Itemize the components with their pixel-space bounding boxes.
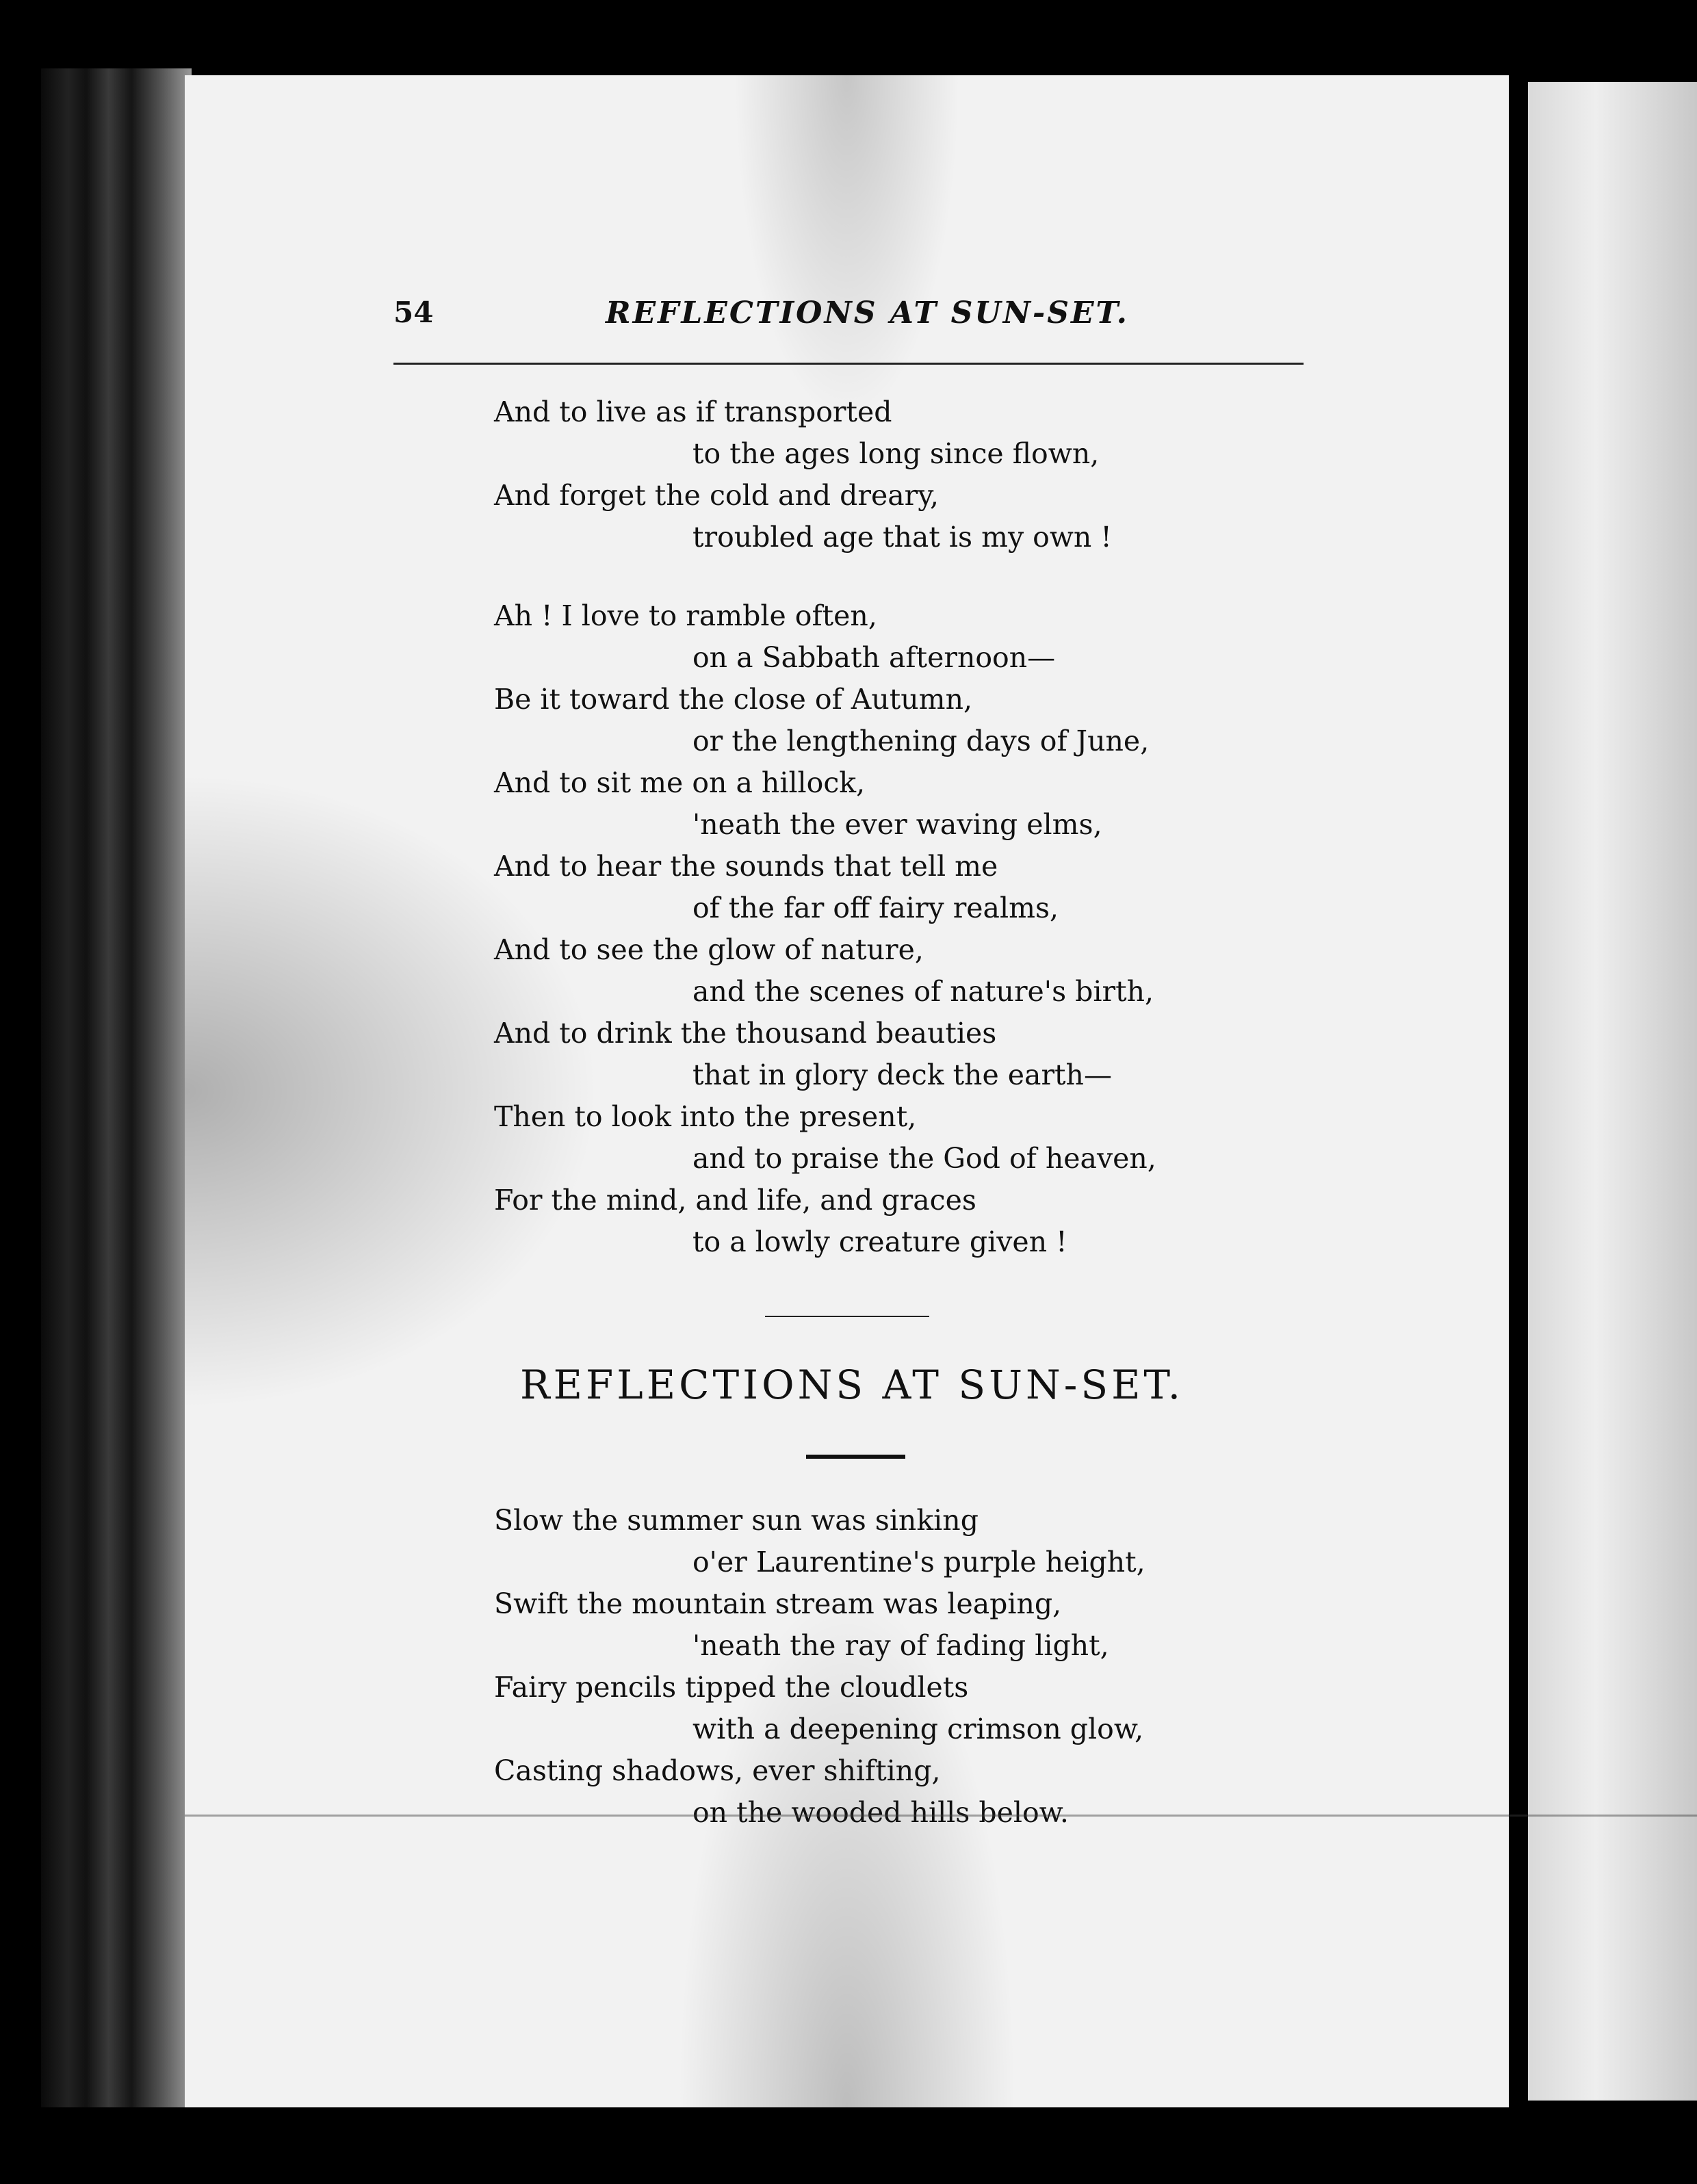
poem-line: Be it toward the close of Autumn, — [494, 683, 973, 716]
poem-line: Fairy pencils tipped the cloudlets — [494, 1671, 969, 1704]
poem-line: And to live as if transported — [494, 395, 892, 428]
poem-line: For the mind, and life, and graces — [494, 1184, 976, 1217]
poem-line: Swift the mountain stream was leaping, — [494, 1587, 1062, 1620]
poem-line: on the wooded hills below. — [692, 1796, 1069, 1829]
poem-line: Then to look into the present, — [494, 1100, 917, 1133]
poem-line: Casting shadows, ever shifting, — [494, 1754, 941, 1787]
poem-line: And to sit me on a hillock, — [494, 766, 866, 799]
poem-line: And to hear the sounds that tell me — [494, 850, 998, 883]
poem-reflections-at-sun-set — [494, 1500, 1315, 1834]
title-underline — [806, 1455, 905, 1459]
poem-line: And to see the glow of nature, — [494, 933, 924, 966]
poem-line: and to praise the God of heaven, — [692, 1142, 1156, 1175]
scan-artifact-line — [185, 1815, 1697, 1817]
running-head — [393, 296, 1304, 337]
poem-line: to the ages long since flown, — [692, 437, 1100, 470]
section-divider — [765, 1316, 929, 1317]
book-binding-gutter — [41, 68, 192, 2107]
page-divider — [1509, 75, 1528, 2107]
poem-line: on a Sabbath afternoon— — [692, 641, 1056, 674]
poem-line: to a lowly creature given ! — [692, 1225, 1067, 1258]
poem-line: that in glory deck the earth— — [692, 1058, 1112, 1091]
poem-line: or the lengthening days of June, — [692, 725, 1150, 757]
poem-line: And to drink the thousand beauties — [494, 1017, 997, 1050]
poem-line: o'er Laurentine's purple height, — [692, 1546, 1145, 1578]
poem-title: REFLECTIONS AT SUN-SET. — [520, 1362, 1184, 1408]
poem-line: troubled age that is my own ! — [692, 521, 1112, 554]
facing-page-edge — [1528, 82, 1697, 2101]
poem-line: and the scenes of nature's birth, — [692, 975, 1154, 1008]
poem-line: And forget the cold and dreary, — [494, 479, 940, 512]
poem-line: Slow the summer sun was sinking — [494, 1504, 979, 1537]
poem-line: Ah ! I love to ramble often, — [494, 599, 877, 632]
header-rule — [393, 363, 1304, 365]
poem-line: 'neath the ray of fading light, — [692, 1629, 1109, 1662]
poem-line: with a deepening crimson glow, — [692, 1713, 1144, 1745]
running-title: REFLECTIONS AT SUN-SET. — [606, 296, 1129, 330]
poem-line: 'neath the ever waving elms, — [692, 808, 1102, 841]
poem-continued — [494, 391, 1315, 1263]
poem-line: of the far off fairy realms, — [692, 892, 1059, 924]
page-number: 54 — [393, 296, 434, 329]
